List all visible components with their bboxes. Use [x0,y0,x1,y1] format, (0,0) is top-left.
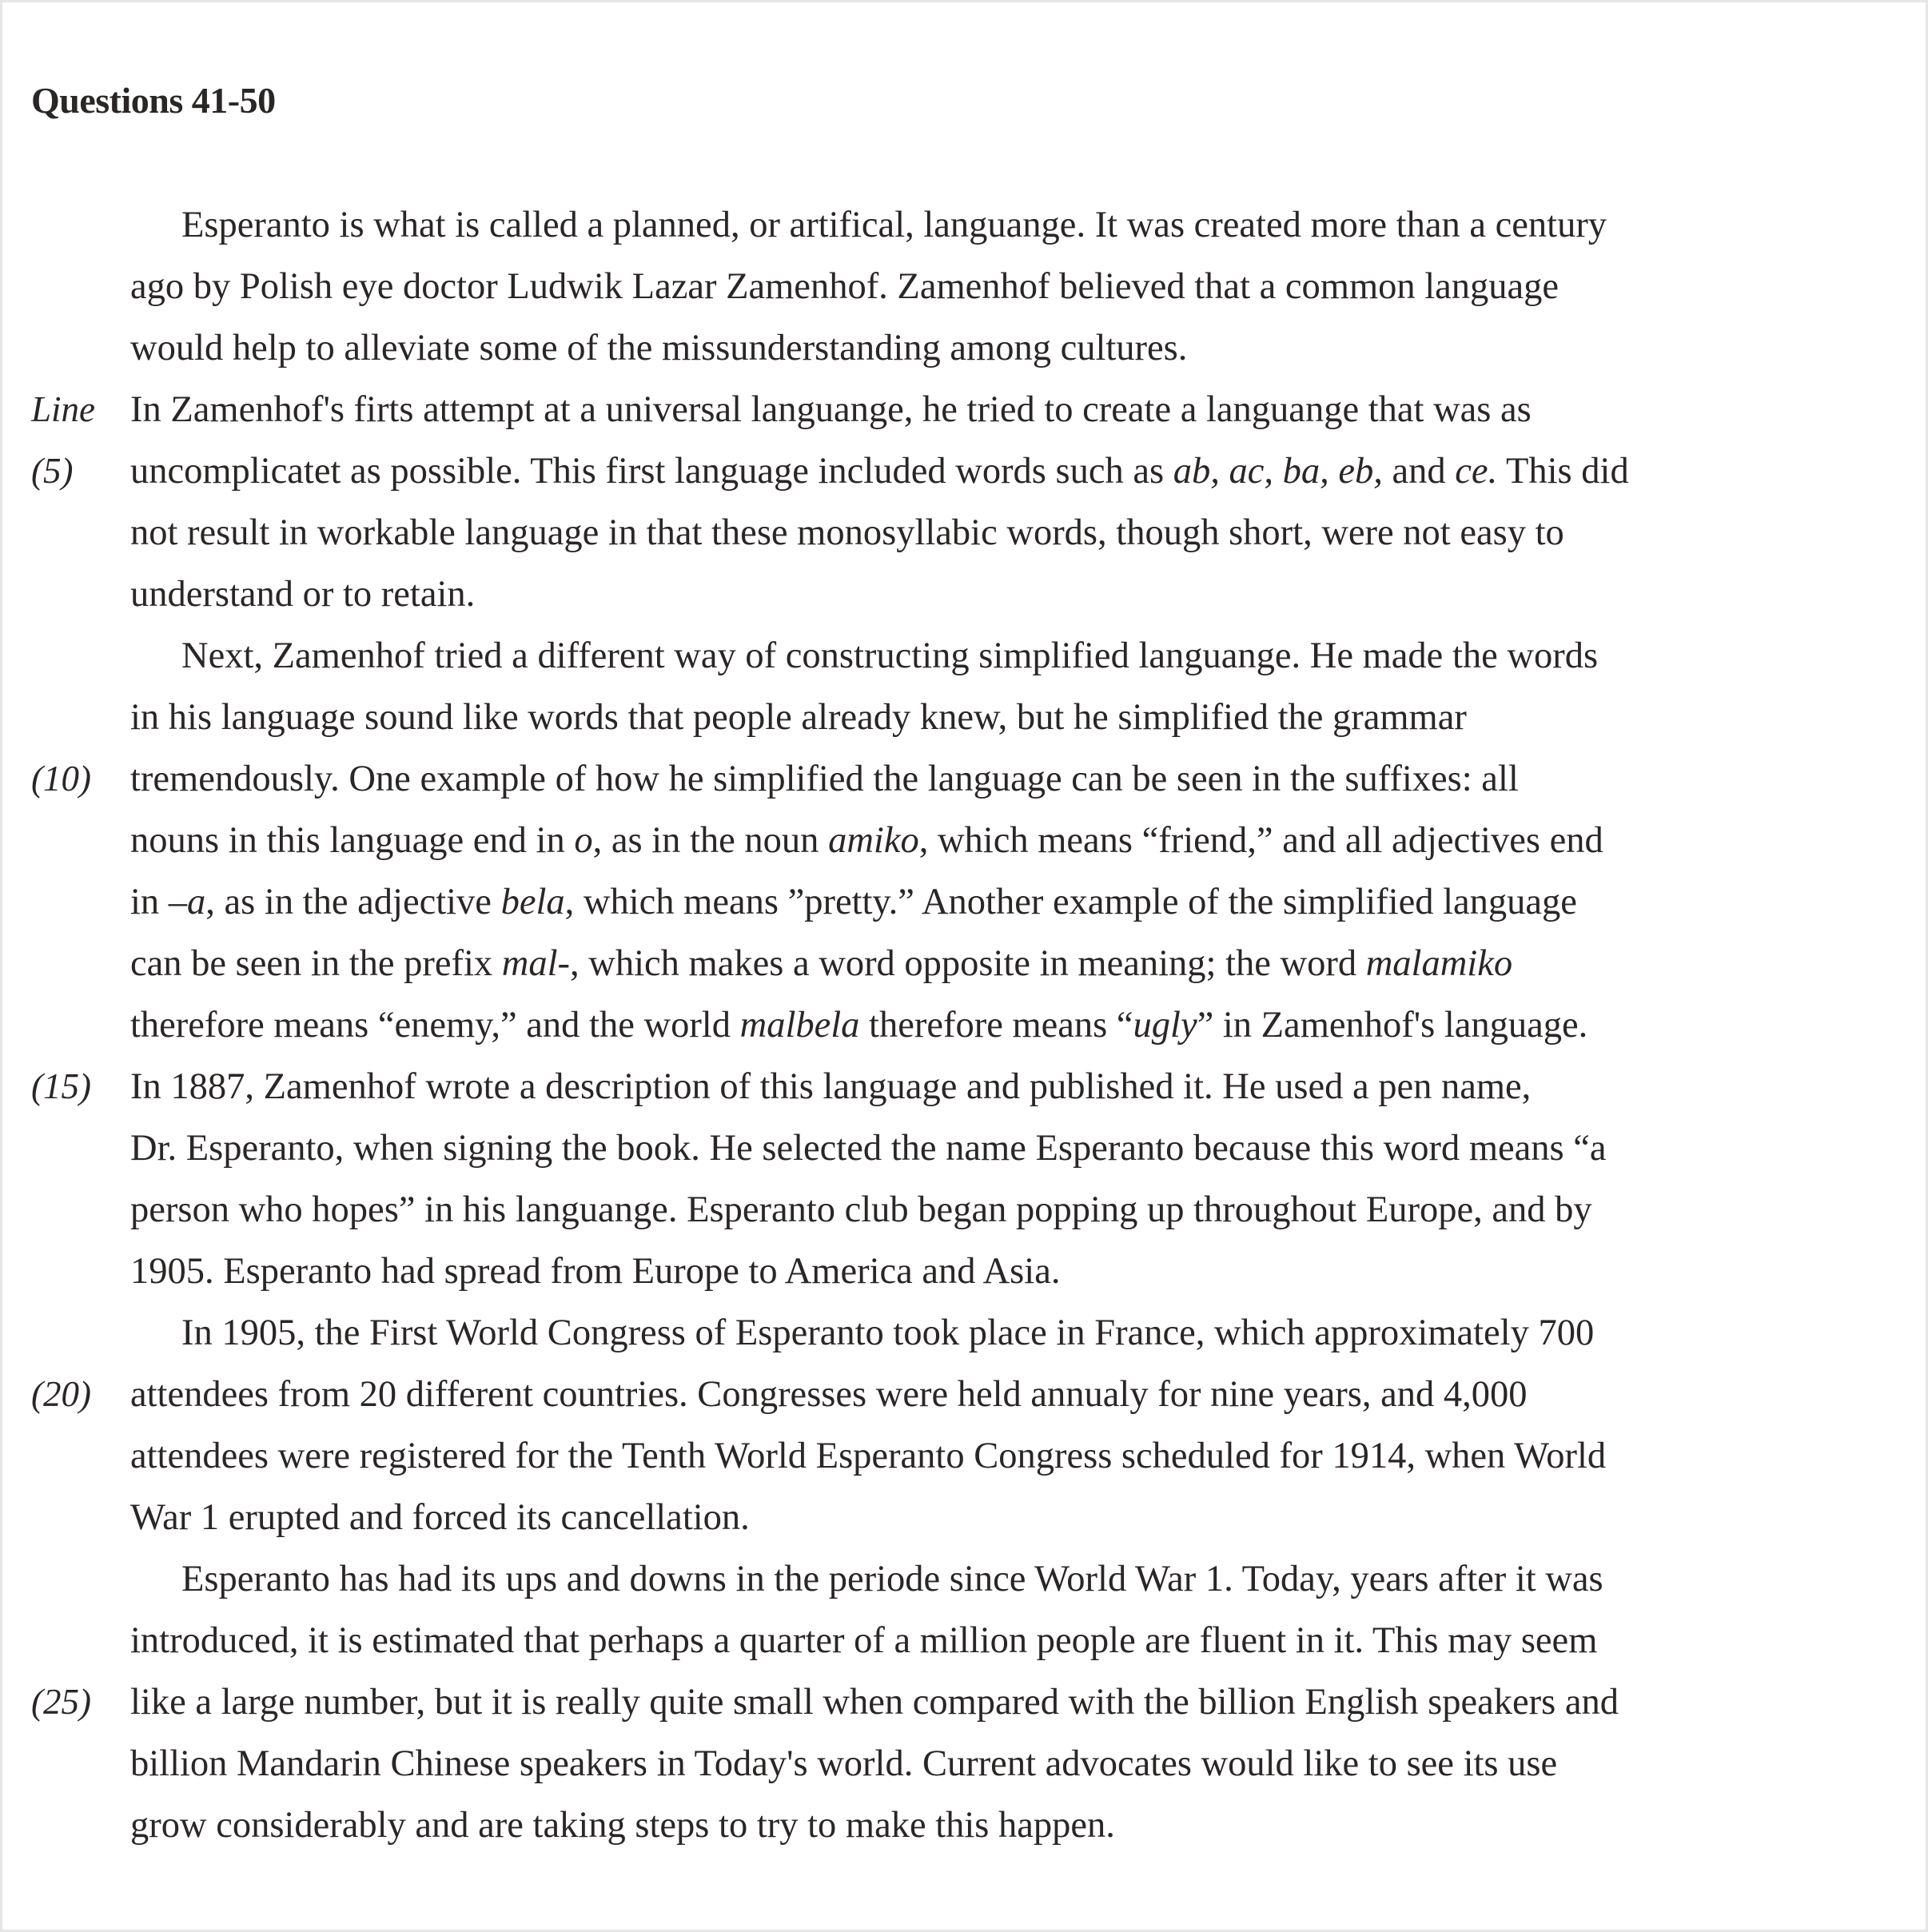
text-run: Esperanto has had its ups and downs in the periode since World War 1. Today, years after it was [181,1559,1603,1599]
text-run: in – [130,882,188,922]
italic-term: mal- [501,943,571,984]
text-run: , which means “friend,” and all adjectives end [918,820,1603,861]
text-run: person who hopes” in his languange. Esperanto club began popping up throughout Europe, and by [130,1189,1592,1230]
text-run: War 1 erupted and forced its cancellation. [130,1497,750,1538]
line-text [130,1179,1592,1241]
line-text [130,810,1603,871]
line-number: Line [31,389,96,429]
section-title: Questions 41-50 [31,80,276,121]
line-text [181,194,1607,256]
line-text [130,1364,1528,1425]
italic-term: ce. [1455,451,1498,492]
text-run: , as in the adjective [205,882,501,922]
line-text [130,1733,1557,1795]
text-run: billion Mandarin Chinese speakers in Today's world. Current advocates would like to see its use [130,1743,1558,1784]
text-run: , as in the noun [592,820,829,861]
line-text [130,1610,1597,1671]
text-run: therefore means “enemy,” and the world [130,1005,740,1046]
line-text [130,379,1532,440]
line-text [130,994,1587,1056]
line-number: (15) [31,1066,91,1106]
text-run: like a large number, but it is really quite small when compared with the billion English speakers and [130,1682,1619,1723]
italic-term: amiko [828,820,919,861]
line-number: (20) [31,1374,91,1414]
line-text [130,440,1629,502]
line-text [130,1671,1619,1733]
line-text [130,1425,1606,1487]
text-run: Esperanto is what is called a planned, or artifical, languange. It was created more than a century [181,205,1607,245]
text-run: nouns in this language end in [130,820,575,861]
italic-term: malbela [739,1005,860,1046]
italic-term: o [574,820,593,861]
text-run: attendees from 20 different countries. Congresses were held annualy for nine years, and 4,000 [130,1374,1528,1415]
text-run: tremendously. One example of how he simplified the language can be seen in the suffixes: all [130,759,1519,799]
line-text [181,1302,1594,1364]
text-run: grow considerably and are taking steps to try to make this happen. [130,1805,1115,1846]
line-text [181,1548,1603,1610]
text-run: ago by Polish eye doctor Ludwik Lazar Zamenhof. Zamenhof believed that a common language [130,266,1560,307]
text-run: In 1887, Zamenhof wrote a description of this language and published it. He used a pen name, [130,1066,1532,1107]
text-run: understand or to retain. [130,574,476,615]
line-text [130,564,475,625]
text-run: attendees were registered for the Tenth World Esperanto Congress scheduled for 1914, when World [130,1436,1607,1476]
line-text [130,256,1559,317]
italic-term: malamiko [1365,943,1513,984]
text-run: In 1905, the First World Congress of Esperanto took place in France, which approximately 700 [181,1313,1595,1353]
line-text [130,1241,1060,1302]
text-run: not result in workable language in that these monosyllabic words, though short, were not easy to [130,512,1564,553]
text-run: would help to alleviate some of the missunderstanding among cultures. [130,328,1188,368]
text-run: In Zamenhof's firts attempt at a universal languange, he tried to create a languange that was as [130,389,1532,430]
line-text [130,871,1577,933]
line-text [130,687,1467,748]
italic-term: bela [500,882,565,922]
line-text [130,502,1564,564]
line-text [130,933,1512,994]
text-run: ” in Zamenhof's language. [1197,1005,1588,1046]
line-number: (10) [31,759,91,799]
line-text [181,625,1598,687]
text-run: and [1382,451,1456,492]
text-run: can be seen in the prefix [130,943,502,984]
line-text [130,748,1519,810]
text-run: This did [1497,451,1629,492]
text-run: , which makes a word opposite in meaning; the word [570,943,1366,984]
text-run: therefore means “ [859,1005,1133,1046]
line-number: (25) [31,1682,91,1722]
text-run: Next, Zamenhof tried a different way of constructing simplified languange. He made the words [181,635,1599,676]
text-run: uncomplicatet as possible. This first language included words such as [130,451,1173,492]
line-text [130,1056,1531,1117]
line-number: (5) [31,451,74,491]
line-text [130,317,1187,379]
italic-term: ab, ac, ba, eb, [1173,451,1383,492]
italic-term: a [187,882,206,922]
line-text [130,1795,1115,1856]
text-run: , which means ”pretty.” Another example of the simplified language [564,882,1577,922]
text-run: Dr. Esperanto, when signing the book. He selected the name Esperanto because this word means “a [130,1128,1607,1169]
italic-term: ugly [1133,1005,1197,1046]
text-run: in his language sound like words that people already knew, but he simplified the grammar [130,697,1467,738]
line-text [130,1117,1607,1179]
text-run: introduced, it is estimated that perhaps a quarter of a million people are fluent in it. This may seem [130,1620,1598,1661]
text-run: 1905. Esperanto had spread from Europe to America and Asia. [130,1251,1061,1292]
line-text [130,1487,750,1548]
